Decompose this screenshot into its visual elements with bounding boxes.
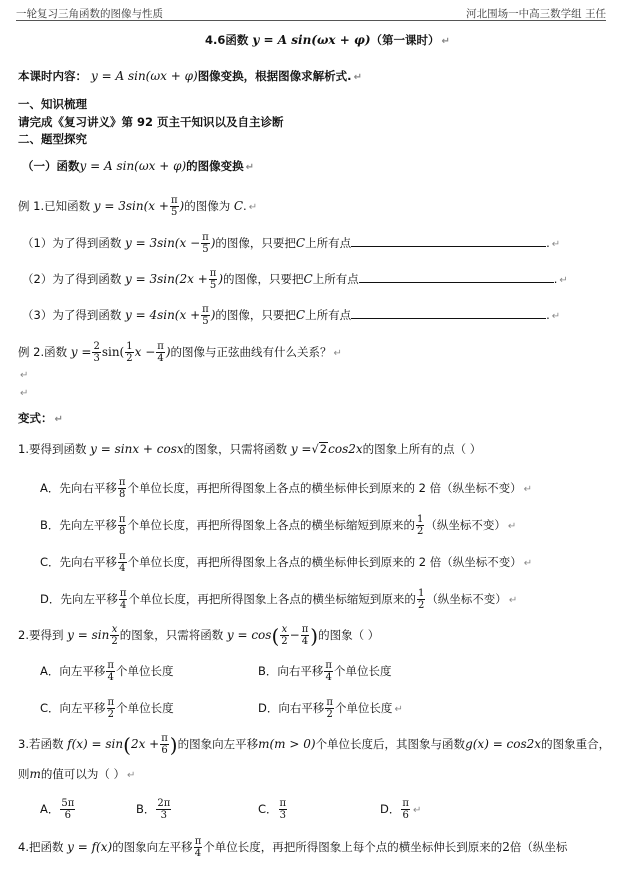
option-frac	[156, 798, 171, 821]
q2-dot: .	[553, 272, 558, 286]
q3-func: y = 4sin(x +	[124, 308, 201, 322]
option-pre: C．	[258, 802, 278, 816]
frac-num: π	[118, 477, 126, 488]
p1-stem: 1.要得到函数	[18, 442, 87, 456]
q3-c: C	[295, 308, 306, 322]
ex1-head: 例 1.已知函数	[18, 199, 91, 213]
subsection-1	[22, 158, 254, 176]
page-title	[205, 32, 450, 50]
option-frac	[279, 798, 288, 821]
paragraph-mark: ↵	[248, 202, 258, 213]
title-label: 函数	[225, 33, 249, 47]
section-problems: 二、题型探究	[18, 132, 87, 146]
frac-den: 4	[194, 848, 202, 859]
paragraph-mark: ↵	[353, 72, 362, 83]
frac-num: 1	[417, 588, 425, 599]
q1-tail: 的图像，只要把	[215, 236, 296, 250]
q2-close: )	[218, 272, 224, 286]
ex1-dot: .	[243, 199, 247, 213]
empty-paragraph: ↵	[20, 388, 29, 399]
p4-frac	[194, 836, 203, 859]
frac-num: π	[209, 268, 217, 279]
p3-tail: 的图象重合，	[541, 737, 611, 751]
frac-den: 8	[118, 489, 126, 500]
p2-option-c[interactable]	[40, 697, 174, 720]
paragraph-mark: ↵	[559, 275, 568, 286]
ex2-tail: 的图像与正弦曲线有什么关系？	[170, 345, 332, 359]
frac-num: π	[325, 660, 332, 671]
option-pre: B．向右平移	[258, 664, 324, 678]
p4-tail: 个单位长度，再把所得图象上每个点的横坐标伸长到原来的	[203, 840, 503, 854]
frac-den: 6	[402, 810, 409, 821]
example-2	[18, 341, 342, 364]
p2-frac-x	[110, 624, 118, 647]
option-pre: D．先向左平移	[40, 592, 118, 606]
frac-num: 1	[126, 341, 133, 352]
ex2-sin: sin(	[101, 345, 125, 359]
p1-option-a[interactable]	[40, 477, 532, 500]
lesson-content	[18, 68, 362, 86]
frac-num: π	[107, 697, 115, 708]
answer-blank[interactable]	[359, 272, 554, 283]
option-pre: C．先向右平移	[40, 555, 118, 569]
option-post: 个单位长度，再把所得图象上各点的横坐标伸长到原来的 2 倍（纵坐标不变）	[127, 481, 522, 495]
p4-two: 2	[502, 840, 510, 854]
ex1-c: C	[233, 199, 244, 213]
frac-den: 5	[171, 207, 178, 218]
p2-option-b[interactable]	[258, 660, 391, 683]
section-knowledge-body: 请完成《复习讲义》第 92 页主干知识以及自主诊断	[18, 115, 284, 129]
p3-f: f(x) = sin	[67, 737, 124, 751]
frac-den: 4	[119, 563, 126, 574]
p3-stem: 3.若函数	[18, 737, 64, 751]
frac-den: 2	[416, 526, 424, 537]
frac-den: 5	[209, 280, 217, 291]
p3-g: g(x) = cos2x	[465, 737, 542, 751]
option-post: 个单位长度	[116, 701, 174, 715]
frac-den: 8	[118, 526, 126, 537]
ex2-y: y =	[70, 345, 92, 359]
option-post: 个单位长度，再把所得图象上各点的横坐标缩短到原来的	[127, 518, 415, 532]
frac-num: 2π	[157, 798, 171, 809]
frac-den: 4	[157, 353, 164, 364]
problem-2	[18, 624, 379, 647]
title-formula: y = A sin(ωx + φ)	[252, 33, 371, 47]
option-frac	[106, 660, 115, 683]
ex2-head: 例 2.函数	[18, 345, 68, 359]
ex1-question-1	[22, 232, 560, 255]
q3-tail: 的图像，只要把	[215, 308, 296, 322]
p2-mid: 的图象，只需将函数	[119, 628, 224, 642]
q2-frac	[209, 268, 218, 291]
frac-den: 5	[202, 244, 209, 255]
frac-den: 6	[161, 745, 168, 756]
paragraph-mark: ↵	[333, 348, 342, 359]
frac-den: 2	[111, 636, 118, 647]
paragraph-mark: ↵	[245, 162, 255, 173]
option-pre: B．先向左平移	[40, 518, 117, 532]
frac-num: π	[107, 660, 114, 671]
q2-tail2: 上所有点	[312, 272, 359, 286]
p3-inner: 2x +	[130, 737, 160, 751]
p2-frac-a	[280, 624, 288, 647]
option-pre: A．向左平移	[40, 664, 106, 678]
title-note: （第一课时）	[370, 33, 440, 47]
p4-f: y = f(x)	[67, 840, 113, 854]
empty-paragraph: ↵	[20, 370, 29, 381]
p3-frac	[160, 733, 169, 756]
q3-tail2: 上所有点	[305, 308, 352, 322]
p2-stem: 2.要得到	[18, 628, 64, 642]
paragraph-mark: ↵	[54, 414, 63, 425]
p3-mid2: 个单位长度后，其图象与函数	[315, 737, 466, 751]
frac-num: π	[170, 195, 178, 206]
ex2-frac-a	[92, 341, 100, 364]
ex1-tail: 的图像为	[184, 199, 231, 213]
frac-den: 4	[119, 600, 127, 611]
paragraph-mark: ↵	[523, 484, 532, 495]
p3-option-b[interactable]	[136, 798, 172, 821]
title-number: 4.6	[205, 33, 226, 47]
problem-3	[18, 733, 610, 756]
p2-tail: 的图象（ ）	[318, 628, 380, 642]
frac-num: π	[202, 232, 209, 243]
frac-den: 2	[417, 600, 425, 611]
p2-minus: −	[289, 628, 300, 642]
q2-num: （2）为了得到函数	[22, 272, 122, 286]
option-frac-2	[417, 588, 425, 611]
problem-1: 1.要得到函数 y = sinx + cosx的图象，只需将函数 y =√2cos2x的图象上所有的点（ ）	[18, 442, 482, 456]
q1-close: )	[210, 236, 216, 250]
frac-num: π	[279, 798, 287, 809]
frac-num: 2	[93, 341, 100, 352]
paragraph-mark: ↵	[523, 558, 533, 569]
section-knowledge: 一、知识梳理	[18, 97, 87, 111]
frac-den: 5	[202, 316, 209, 327]
frac-den: 2	[326, 709, 333, 720]
q3-close: )	[210, 308, 216, 322]
q3-num: （3）为了得到函数	[22, 308, 122, 322]
p1-f2y: y =	[290, 442, 312, 456]
header-divider	[16, 20, 606, 21]
p4-stem: 4.把函数	[18, 840, 64, 854]
option-frac-2	[416, 514, 424, 537]
paragraph-mark: ↵	[551, 239, 561, 250]
frac-num: π	[118, 514, 126, 525]
frac-num: π	[326, 697, 333, 708]
content-rest: 图像变换，根据图像求解析式.	[197, 69, 352, 83]
p1-sqrt: 2	[319, 442, 328, 456]
ex1-frac	[170, 195, 179, 218]
p4-mid: 的图象向左平移	[112, 840, 193, 854]
q1-dot: .	[546, 236, 550, 250]
ex2-x: x −	[134, 345, 156, 359]
p1-f2c: cos2x	[328, 442, 363, 456]
frac-den: 4	[301, 636, 309, 647]
option-post: 个单位长度	[334, 701, 393, 715]
frac-den: 4	[325, 672, 332, 683]
paren-open: (	[123, 732, 131, 757]
example-1	[18, 195, 257, 218]
option-frac	[401, 798, 410, 821]
option-frac	[118, 477, 127, 500]
option-post: 个单位长度，再把所得图象上各点的横坐标缩短到原来的	[128, 592, 416, 606]
option-pre: D．	[380, 802, 401, 816]
q2-func: y = 3sin(2x +	[124, 272, 208, 286]
frac-den: 4	[107, 672, 114, 683]
p3-line2m: m	[29, 767, 41, 781]
paren-close: )	[169, 732, 178, 757]
q1-frac	[201, 232, 210, 255]
q1-c: C	[295, 236, 306, 250]
option-frac	[118, 551, 127, 574]
option-frac	[325, 697, 334, 720]
q1-num: （1）为了得到函数	[22, 236, 122, 250]
content-formula: y = A sin(ωx + φ)	[91, 69, 198, 83]
frac-num: π	[157, 341, 164, 352]
header-left: 一轮复习三角函数的图像与性质	[16, 8, 163, 20]
paragraph-mark: ↵	[507, 521, 517, 532]
p4-tail2: 倍（纵坐标	[509, 840, 568, 854]
option-pre: D．向右平移	[258, 701, 325, 715]
p2-f1: y = sin	[67, 628, 110, 642]
p3-option-c[interactable]	[258, 798, 288, 821]
variant-heading	[18, 410, 63, 428]
option-frac	[324, 660, 333, 683]
option-pre: B．	[136, 802, 156, 816]
p1-tail: 的图象上所有的点（ ）	[362, 442, 482, 456]
option-frac	[119, 588, 128, 611]
p1-option-b[interactable]	[40, 514, 516, 537]
option-post2: （纵坐标不变）	[426, 592, 507, 606]
ex1-func: y = 3sin(x +	[93, 199, 169, 213]
option-pre: C．向左平移	[40, 701, 106, 715]
p1-option-c[interactable]	[40, 551, 532, 574]
paragraph-mark: ↵	[412, 805, 422, 816]
problem-3-line2	[18, 766, 135, 784]
option-post: 个单位长度，再把所得图象上各点的横坐标伸长到原来的 2 倍（纵坐标不变）	[127, 555, 522, 569]
paragraph-mark: ↵	[551, 311, 561, 322]
frac-num: π	[161, 733, 168, 744]
p2-option-a[interactable]	[40, 660, 173, 683]
variant-label: 变式：	[18, 411, 53, 425]
ex2-frac-b	[125, 341, 133, 364]
paren-close: )	[310, 623, 319, 648]
p1-f1: y = sinx + cosx	[90, 442, 184, 456]
frac-num: π	[402, 798, 409, 809]
frac-den: 2	[107, 709, 114, 720]
option-pre: A．	[40, 802, 60, 816]
p1-mid: 的图象，只需将函数	[183, 442, 288, 456]
paragraph-mark: ↵	[441, 36, 450, 47]
option-frac	[118, 514, 127, 537]
p3-option-d[interactable]	[380, 798, 421, 821]
frac-den: 2	[126, 353, 133, 364]
ex1-question-2	[22, 268, 568, 291]
p1-option-d[interactable]	[40, 588, 517, 611]
p2-frac-b	[301, 624, 310, 647]
answer-blank[interactable]	[351, 308, 546, 319]
q2-c: C	[303, 272, 313, 286]
ex2-close: )	[165, 345, 171, 359]
ex1-close: )	[179, 199, 185, 213]
p3-m: m(m > 0)	[258, 737, 316, 751]
q1-func: y = 3sin(x −	[124, 236, 201, 250]
frac-num: π	[301, 624, 309, 635]
frac-num: π	[119, 588, 127, 599]
p3-line2a: 则	[18, 767, 30, 781]
frac-num: π	[119, 551, 126, 562]
answer-blank[interactable]	[351, 236, 546, 247]
frac-den: 3	[279, 810, 286, 821]
problem-4	[18, 836, 567, 859]
sub1-suffix: 的图像变换	[186, 159, 244, 173]
sub1-prefix: （一）函数	[22, 159, 80, 173]
frac-num: 5π	[61, 798, 75, 809]
frac-den: 2	[281, 636, 288, 647]
sub1-formula: y = A sin(ωx + φ)	[79, 159, 187, 173]
paragraph-mark: ↵	[394, 704, 403, 715]
paragraph-mark: ↵	[508, 595, 518, 606]
option-post: 个单位长度	[115, 664, 174, 678]
header-right: 河北围场一中高三数学组 王任	[466, 8, 606, 20]
frac-num: π	[202, 304, 209, 315]
frac-num: 1	[416, 514, 424, 525]
page-header	[16, 6, 606, 20]
option-post: 个单位长度	[333, 664, 392, 678]
content-label: 本课时内容：	[18, 69, 87, 83]
frac-num: π	[194, 836, 202, 847]
frac-den: 3	[93, 353, 100, 364]
p2-f2: y = cos	[226, 628, 272, 642]
p3-option-a[interactable]	[40, 798, 76, 821]
p3-mid: 的图象向左平移	[177, 737, 259, 751]
q3-frac	[201, 304, 210, 327]
frac-den: 3	[160, 810, 168, 821]
ex2-frac-c	[156, 341, 165, 364]
p2-option-d[interactable]	[258, 697, 403, 720]
frac-num: x	[281, 624, 288, 635]
option-frac	[107, 697, 116, 720]
paren-open: (	[271, 623, 280, 648]
p3-line2b: 的值可以为（ ）	[40, 767, 126, 781]
paragraph-mark: ↵	[127, 770, 136, 781]
frac-den: 6	[64, 810, 72, 821]
frac-num: x	[111, 624, 118, 635]
ex1-question-3	[22, 304, 560, 327]
option-pre: A．先向右平移	[40, 481, 117, 495]
q1-tail2: 上所有点	[305, 236, 352, 250]
option-post2: （纵坐标不变）	[425, 518, 506, 532]
q3-dot: .	[546, 308, 550, 322]
q2-tail: 的图像，只要把	[223, 272, 304, 286]
option-frac	[60, 798, 75, 821]
